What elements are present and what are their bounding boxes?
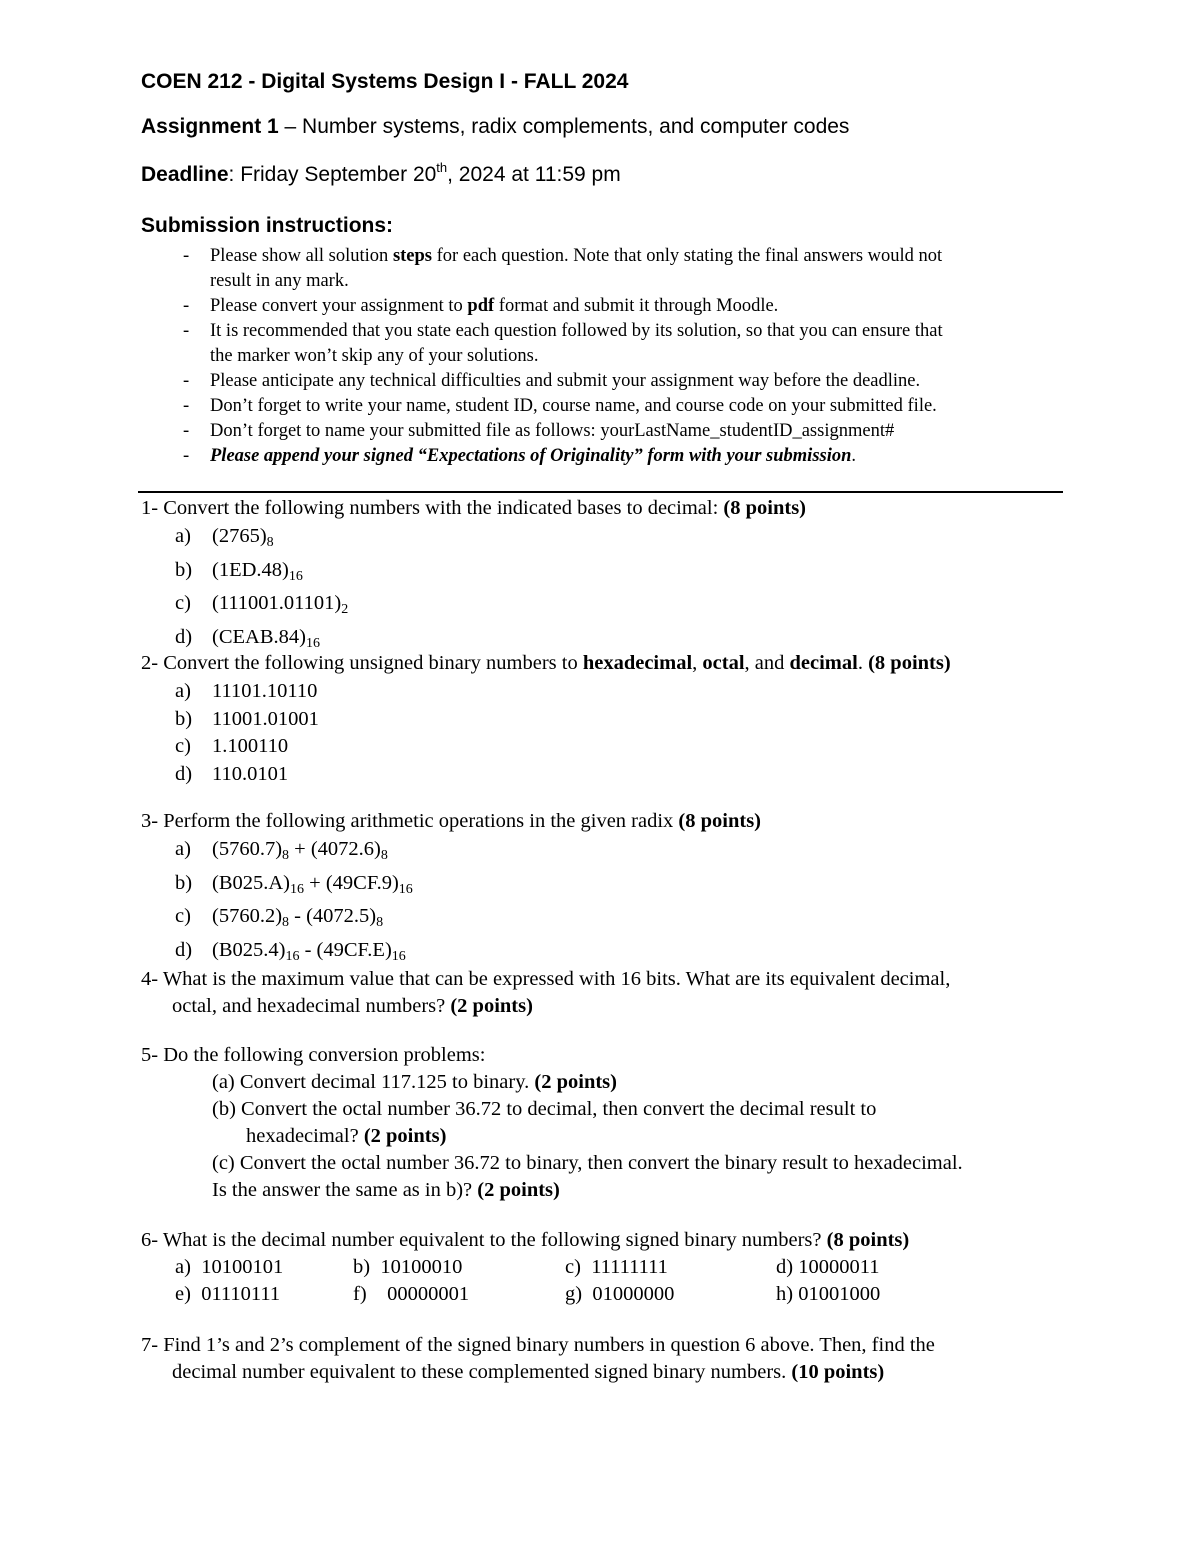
question-points: (2 points) bbox=[450, 995, 533, 1017]
option-value: (111001.01101) bbox=[212, 592, 342, 614]
list-item bbox=[175, 761, 319, 789]
option-value: 11101.10110 bbox=[212, 680, 318, 702]
question-text: decimal number equivalent to these complemented signed binary numbers. bbox=[172, 1361, 792, 1383]
bullet-dash: - bbox=[183, 421, 190, 441]
deadline-superscript: th bbox=[436, 160, 448, 175]
bullet-dash: - bbox=[183, 296, 190, 316]
instruction-emphasis: pdf bbox=[467, 296, 495, 316]
list-item bbox=[175, 590, 348, 624]
question-6 bbox=[141, 1229, 909, 1252]
option-value: 01110111 bbox=[201, 1283, 281, 1305]
assignment-line bbox=[141, 115, 849, 139]
option-label: f) bbox=[353, 1283, 367, 1305]
question-text: , bbox=[692, 652, 703, 674]
instruction-text: Please show all solution bbox=[210, 246, 393, 266]
instruction-text: Please anticipate any technical difficulties and submit your assignment way before the deadline. bbox=[210, 371, 921, 391]
option-label: d) bbox=[175, 938, 193, 961]
operand-base: 8 bbox=[282, 915, 290, 930]
question-text: hexadecimal? bbox=[246, 1125, 364, 1147]
section-divider bbox=[138, 491, 1063, 493]
question-points: (8 points) bbox=[826, 1229, 910, 1251]
option-label: d) bbox=[175, 762, 193, 785]
question-text: 2- Convert the following unsigned binary numbers to bbox=[141, 652, 583, 674]
bullet-dash: - bbox=[183, 396, 190, 416]
operator: - bbox=[299, 938, 317, 961]
question-points: (8 points) bbox=[868, 652, 951, 674]
option-label: a) bbox=[175, 838, 191, 860]
operand-base: 8 bbox=[380, 848, 388, 863]
instruction-text: . bbox=[851, 446, 857, 466]
option-value: (1ED.48) bbox=[212, 558, 289, 581]
bullet-dash: - bbox=[183, 246, 190, 266]
question-7: 7- Find 1’s and 2’s complement of the signed binary numbers in question 6 above. Then, find the bbox=[141, 1334, 935, 1356]
option-base: 16 bbox=[288, 568, 303, 584]
question-5-part-a bbox=[212, 1071, 617, 1094]
list-item bbox=[776, 1283, 880, 1306]
operator: - bbox=[289, 905, 307, 927]
list-item bbox=[776, 1256, 879, 1279]
list-item bbox=[175, 706, 319, 734]
option-base: 16 bbox=[305, 635, 320, 651]
question-text: 1- Convert the following numbers with the indicated bases to decimal: bbox=[141, 497, 724, 519]
option-value: 10100101 bbox=[201, 1256, 284, 1278]
question-4: 4- What is the maximum value that can be expressed with 16 bits. What are its equivalent decimal, bbox=[141, 968, 951, 990]
question-2-options bbox=[175, 678, 319, 788]
instruction-item bbox=[183, 419, 1088, 444]
question-5-part-c-continued bbox=[212, 1179, 560, 1202]
operand: (B025.A) bbox=[212, 871, 291, 894]
operand: (49CF.E) bbox=[316, 938, 392, 961]
list-item bbox=[175, 733, 319, 761]
operand: (4072.5) bbox=[306, 905, 377, 927]
option-value: (2765) bbox=[212, 525, 267, 547]
operand-base: 16 bbox=[398, 881, 413, 897]
instruction-item bbox=[183, 244, 1088, 269]
operand: (4072.6) bbox=[310, 838, 381, 860]
option-label: d) bbox=[776, 1256, 794, 1278]
instruction-item bbox=[183, 444, 1088, 469]
option-value: 1.100110 bbox=[212, 735, 289, 757]
option-label: b) bbox=[175, 871, 193, 894]
instruction-item-continued bbox=[183, 344, 1088, 369]
question-5: 5- Do the following conversion problems: bbox=[141, 1044, 486, 1066]
instruction-emphasis: Please append your signed “Expectations of Originality” form with your submission bbox=[210, 446, 852, 466]
list-item bbox=[565, 1256, 668, 1279]
list-item bbox=[565, 1283, 674, 1306]
operand-base: 8 bbox=[282, 848, 290, 863]
instruction-text: the marker won’t skip any of your solutions. bbox=[210, 346, 539, 366]
option-base: 2 bbox=[341, 602, 349, 617]
list-item bbox=[175, 836, 413, 870]
option-label: b) bbox=[353, 1256, 371, 1278]
instructions-list bbox=[183, 244, 1088, 469]
option-value: (CEAB.84) bbox=[212, 625, 306, 648]
question-text: 3- Perform the following arithmetic operations in the given radix bbox=[141, 810, 679, 832]
question-points: (10 points) bbox=[791, 1361, 885, 1383]
question-text: , and bbox=[744, 652, 790, 674]
question-points: (2 points) bbox=[363, 1125, 447, 1147]
operand: (49CF.9) bbox=[325, 871, 399, 894]
deadline-date: : Friday September 20 bbox=[228, 163, 437, 186]
option-label: c) bbox=[175, 735, 191, 757]
operand-base: 16 bbox=[290, 881, 305, 897]
question-text: Is the answer the same as in b)? bbox=[212, 1179, 478, 1201]
assignment-label: Assignment 1 bbox=[141, 115, 279, 138]
option-label: a) bbox=[175, 1256, 191, 1278]
question-text: octal, and hexadecimal numbers? bbox=[172, 995, 451, 1017]
question-text: . bbox=[857, 652, 869, 674]
option-value: 10000011 bbox=[798, 1256, 880, 1278]
list-item bbox=[175, 678, 319, 706]
question-1 bbox=[141, 497, 806, 520]
question-5-part-b-continued bbox=[246, 1125, 446, 1148]
option-label: a) bbox=[175, 525, 191, 547]
bullet-dash: - bbox=[183, 371, 190, 391]
option-base: 8 bbox=[266, 535, 274, 550]
list-item bbox=[175, 523, 348, 557]
operator: + bbox=[304, 871, 326, 894]
instruction-text: result in any mark. bbox=[210, 271, 349, 291]
option-value: 110.0101 bbox=[212, 762, 289, 785]
list-item bbox=[175, 1283, 280, 1306]
question-3 bbox=[141, 810, 761, 833]
question-2 bbox=[141, 652, 951, 675]
bullet-dash: - bbox=[183, 446, 190, 466]
operand: (B025.4) bbox=[212, 938, 286, 961]
deadline-line bbox=[141, 160, 621, 187]
course-title: COEN 212 - Digital Systems Design I - FALL 2024 bbox=[141, 70, 629, 93]
option-value: 11001.01001 bbox=[212, 707, 319, 730]
option-label: b) bbox=[175, 558, 193, 581]
option-value: 10100010 bbox=[380, 1256, 463, 1278]
instruction-item-continued bbox=[183, 269, 1088, 294]
deadline-label: Deadline bbox=[141, 163, 229, 186]
instruction-emphasis: steps bbox=[392, 246, 432, 266]
option-value: 00000001 bbox=[387, 1283, 470, 1305]
operator: + bbox=[289, 838, 311, 860]
question-emphasis: octal bbox=[702, 652, 745, 674]
question-5-part-c: (c) Convert the octal number 36.72 to binary, then convert the binary result to hexadecimal. bbox=[212, 1152, 963, 1174]
instruction-item bbox=[183, 369, 1088, 394]
instruction-text: Please convert your assignment to bbox=[210, 296, 468, 316]
question-points: (2 points) bbox=[477, 1179, 560, 1201]
instruction-text: for each question. Note that only stating the final answers would not bbox=[432, 246, 943, 266]
question-points: (8 points) bbox=[678, 810, 762, 832]
assignment-topic: – Number systems, radix complements, and computer codes bbox=[278, 115, 850, 138]
question-points: (2 points) bbox=[534, 1071, 617, 1093]
option-label: b) bbox=[175, 707, 193, 730]
list-item bbox=[175, 1256, 283, 1279]
instruction-text: It is recommended that you state each question followed by its solution, so that you can ensure that bbox=[210, 321, 943, 341]
question-emphasis: hexadecimal bbox=[582, 652, 693, 674]
operand-base: 16 bbox=[391, 948, 406, 964]
question-points: (8 points) bbox=[723, 497, 807, 519]
instruction-text: Don’t forget to write your name, student ID, course name, and course code on your submitted file. bbox=[210, 396, 937, 416]
list-item bbox=[175, 903, 413, 937]
bullet-dash: - bbox=[183, 321, 190, 341]
question-emphasis: decimal bbox=[789, 652, 858, 674]
option-label: c) bbox=[175, 592, 191, 614]
list-item bbox=[175, 937, 413, 971]
option-label: c) bbox=[565, 1256, 581, 1278]
question-7-continued bbox=[172, 1361, 884, 1384]
instruction-item bbox=[183, 394, 1088, 419]
option-label: h) bbox=[776, 1283, 794, 1305]
instruction-item bbox=[183, 294, 1088, 319]
list-item bbox=[175, 870, 413, 904]
operand: (5760.2) bbox=[212, 905, 283, 927]
option-label: g) bbox=[565, 1283, 583, 1305]
option-value: 01000000 bbox=[592, 1283, 675, 1305]
question-3-options bbox=[175, 836, 413, 970]
question-text: (a) Convert decimal 117.125 to binary. bbox=[212, 1071, 535, 1093]
instruction-text: Don’t forget to name your submitted file as follows: yourLastName_studentID_assignment# bbox=[210, 421, 895, 441]
operand-base: 16 bbox=[285, 948, 300, 964]
option-label: c) bbox=[175, 905, 191, 927]
option-value: 01001000 bbox=[798, 1283, 881, 1305]
question-1-options bbox=[175, 523, 348, 657]
instructions-title: Submission instructions: bbox=[141, 214, 394, 237]
list-item bbox=[175, 557, 348, 591]
question-4-continued bbox=[172, 995, 533, 1018]
list-item bbox=[353, 1256, 462, 1279]
option-label: a) bbox=[175, 680, 191, 702]
option-label: e) bbox=[175, 1283, 191, 1305]
instruction-text: format and submit it through Moodle. bbox=[494, 296, 779, 316]
operand-base: 8 bbox=[376, 915, 384, 930]
question-5-part-b: (b) Convert the octal number 36.72 to decimal, then convert the decimal result to bbox=[212, 1098, 877, 1120]
deadline-time: , 2024 at 11:59 pm bbox=[447, 163, 621, 186]
question-text: 6- What is the decimal number equivalent to the following signed binary numbers? bbox=[141, 1229, 827, 1251]
list-item bbox=[353, 1283, 469, 1306]
operand: (5760.7) bbox=[212, 838, 283, 860]
option-label: d) bbox=[175, 625, 193, 648]
option-value: 11111111 bbox=[591, 1256, 668, 1278]
instruction-item bbox=[183, 319, 1088, 344]
